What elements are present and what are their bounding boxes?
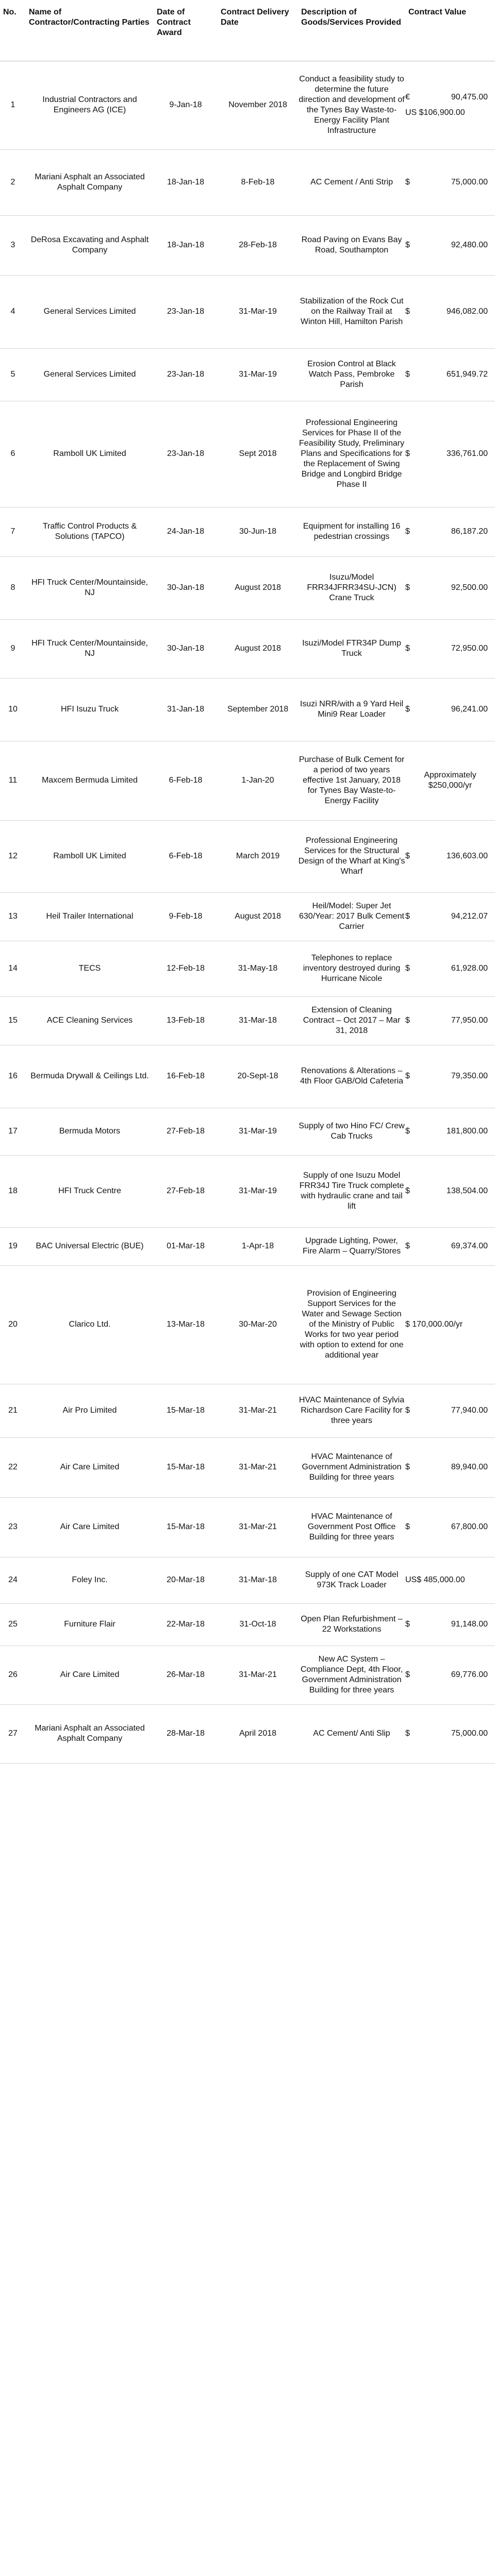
header-row [0,0,495,61]
delivery-date: 31-Mar-19 [218,348,298,401]
row-number: 4 [0,275,26,348]
contractor-name: Mariani Asphalt an Associated Asphalt Company [26,1704,154,1763]
contractor-name: Air Care Limited [26,1646,154,1704]
row-number: 12 [0,820,26,892]
contract-value [405,1227,495,1265]
delivery-date: 1-Jan-20 [218,741,298,820]
award-date: 24-Jan-18 [154,507,218,556]
contract-amount: 92,480.00 [451,241,488,249]
description: Upgrade Lighting, Power, Fire Alarm – Quarry/Stores [298,1227,405,1265]
contract-value [405,215,495,275]
currency-symbol: $ [405,370,410,379]
award-date: 13-Feb-18 [154,996,218,1045]
delivery-date: August 2018 [218,892,298,941]
row-number: 22 [0,1437,26,1497]
contract-amount: 96,241.00 [451,705,488,714]
contract-value-text: $ 170,000.00/yr [405,1320,463,1329]
table-row [0,741,495,820]
description: Conduct a feasibility study to determine the future direction and development of the Tynes Bay Waste-to-Energy Facility Plant Infrastructure [298,61,405,149]
contract-amount: 69,374.00 [451,1242,488,1250]
table-row [0,1265,495,1384]
table-row [0,1108,495,1155]
row-number: 5 [0,348,26,401]
award-date: 20-Mar-18 [154,1557,218,1603]
contract-amount: 79,350.00 [451,1072,488,1080]
contract-value [405,820,495,892]
contractor-name: Foley Inc. [26,1557,154,1603]
row-number: 21 [0,1384,26,1437]
description: Road Paving on Evans Bay Road, Southampton [298,215,405,275]
contract-amount: 336,761.00 [446,449,488,458]
description: AC Cement/ Anti Slip [298,1704,405,1763]
table-row [0,1045,495,1108]
contract-value [405,678,495,741]
delivery-date: August 2018 [218,556,298,619]
contractor-name: DeRosa Excavating and Asphalt Company [26,215,154,275]
currency-symbol: $ [405,912,410,921]
row-number: 8 [0,556,26,619]
contract-amount: 90,475.00 [451,93,488,101]
delivery-date: 31-Mar-19 [218,1108,298,1155]
table-row [0,149,495,215]
row-number: 13 [0,892,26,941]
contractor-name: Furniture Flair [26,1603,154,1646]
contract-amount: 92,500.00 [451,583,488,592]
contractor-name: Air Care Limited [26,1437,154,1497]
row-number: 3 [0,215,26,275]
award-date: 27-Feb-18 [154,1155,218,1227]
row-number: 9 [0,619,26,678]
contractor-name: Ramboll UK Limited [26,401,154,507]
contractor-name: Bermuda Drywall & Ceilings Ltd. [26,1045,154,1108]
description: Professional Engineering Services for Phase II of the Feasibility Study, Preliminary Plans and Specifications for the Replacement of Swing Bridge and Longbird Bridge Phase II [298,401,405,507]
contract-value [405,275,495,348]
currency-symbol: $ [405,527,410,536]
contractor-name: Clarico Ltd. [26,1265,154,1384]
currency-symbol: $ [405,178,410,187]
table-row [0,1646,495,1704]
description: Open Plan Refurbishment – 22 Workstations [298,1603,405,1646]
contract-value [405,1497,495,1557]
contract-amount: 91,148.00 [451,1620,488,1629]
table-row [0,1557,495,1603]
delivery-date: 31-Mar-18 [218,1557,298,1603]
currency-symbol: $ [405,1670,410,1679]
table-row [0,619,495,678]
description: Supply of one CAT Model 973K Track Loader [298,1557,405,1603]
row-number: 1 [0,61,26,149]
description: HVAC Maintenance of Sylvia Richardson Care Facility for three years [298,1384,405,1437]
contractor-name: Mariani Asphalt an Associated Asphalt Company [26,149,154,215]
contractor-name: Bermuda Motors [26,1108,154,1155]
description: AC Cement / Anti Strip [298,149,405,215]
table-row [0,1603,495,1646]
award-date: 15-Mar-18 [154,1437,218,1497]
contract-value [405,1646,495,1704]
delivery-date: 31-May-18 [218,941,298,996]
award-date: 22-Mar-18 [154,1603,218,1646]
contract-value [405,996,495,1045]
description: Isuzi/Model FTR34P Dump Truck [298,619,405,678]
contract-amount: 651,949.72 [446,370,488,379]
contract-amount: 75,000.00 [451,1729,488,1738]
delivery-date: 31-Mar-19 [218,275,298,348]
contract-value [405,892,495,941]
contract-value [405,1557,495,1603]
description: Professional Engineering Services for the Structural Design of the Wharf at King's Wharf [298,820,405,892]
contractor-name: Air Pro Limited [26,1384,154,1437]
award-date: 26-Mar-18 [154,1646,218,1704]
table-row [0,401,495,507]
contractor-name: HFI Truck Center/Mountainside, NJ [26,556,154,619]
description: HVAC Maintenance of Government Administration Building for three years [298,1437,405,1497]
delivery-date: September 2018 [218,678,298,741]
award-date: 9-Jan-18 [154,61,218,149]
currency-symbol: $ [405,644,410,653]
delivery-date: 20-Sept-18 [218,1045,298,1108]
award-date: 01-Mar-18 [154,1227,218,1265]
row-number: 24 [0,1557,26,1603]
delivery-date: November 2018 [218,61,298,149]
currency-symbol: $ [405,1406,410,1415]
row-number: 17 [0,1108,26,1155]
row-number: 26 [0,1646,26,1704]
header-number: No. [0,0,26,61]
header-contract-value: Contract Value [405,0,495,61]
delivery-date: 31-Mar-21 [218,1497,298,1557]
contract-value-text: Approximately $250,000/yr [424,771,476,790]
award-date: 18-Jan-18 [154,215,218,275]
description: Extension of Cleaning Contract – Oct 2017 – Mar 31, 2018 [298,996,405,1045]
table-row [0,1497,495,1557]
delivery-date: August 2018 [218,619,298,678]
contract-value [405,401,495,507]
contract-amount: 72,950.00 [451,644,488,653]
contract-amount: 86,187.20 [451,527,488,536]
row-number: 18 [0,1155,26,1227]
delivery-date: 31-Mar-21 [218,1646,298,1704]
contract-value [405,1045,495,1108]
currency-symbol: $ [405,1127,410,1136]
row-number: 16 [0,1045,26,1108]
award-date: 18-Jan-18 [154,149,218,215]
description: Purchase of Bulk Cement for a period of two years effective 1st January, 2018 for Tynes Bay Waste-to-Energy Facility [298,741,405,820]
contractor-name: Maxcem Bermuda Limited [26,741,154,820]
contract-value [405,1603,495,1646]
row-number: 6 [0,401,26,507]
contract-value [405,941,495,996]
table-row [0,1384,495,1437]
contract-value [405,1108,495,1155]
currency-symbol: $ [405,241,410,249]
award-date: 9-Feb-18 [154,892,218,941]
award-date: 13-Mar-18 [154,1265,218,1384]
contractor-name: Industrial Contractors and Engineers AG (ICE) [26,61,154,149]
contract-value [405,149,495,215]
description: Isuzi NRR/with a 9 Yard Heil Mini9 Rear Loader [298,678,405,741]
contract-value [405,1384,495,1437]
row-number: 7 [0,507,26,556]
award-date: 30-Jan-18 [154,556,218,619]
description: Erosion Control at Black Watch Pass, Pembroke Parish [298,348,405,401]
delivery-date: 30-Mar-20 [218,1265,298,1384]
description: Provision of Engineering Support Services for the Water and Sewage Section of the Ministry of Public Works for two year period with option to extend for one additional year [298,1265,405,1384]
contract-value [405,556,495,619]
award-date: 27-Feb-18 [154,1108,218,1155]
contract-amount: 136,603.00 [446,852,488,860]
award-date: 23-Jan-18 [154,401,218,507]
delivery-date: 8-Feb-18 [218,149,298,215]
table-row [0,348,495,401]
contractor-name: HFI Truck Centre [26,1155,154,1227]
contract-amount: 67,800.00 [451,1522,488,1531]
contract-value [405,1704,495,1763]
table-row [0,820,495,892]
contract-amount: 75,000.00 [451,178,488,187]
row-number: 2 [0,149,26,215]
currency-symbol: $ [405,583,410,592]
table-row [0,1227,495,1265]
award-date: 28-Mar-18 [154,1704,218,1763]
delivery-date: 30-Jun-18 [218,507,298,556]
currency-symbol: $ [405,1242,410,1250]
contractor-name: General Services Limited [26,348,154,401]
contractor-name: General Services Limited [26,275,154,348]
delivery-date: Sept 2018 [218,401,298,507]
contractor-name: Ramboll UK Limited [26,820,154,892]
contract-amount: 94,212.07 [451,912,488,921]
contract-amount: 61,928.00 [451,964,488,973]
award-date: 31-Jan-18 [154,678,218,741]
description: Supply of one Isuzu Model FRR34J Tire Truck complete with hydraulic crane and tail lift [298,1155,405,1227]
row-number: 27 [0,1704,26,1763]
award-date: 6-Feb-18 [154,820,218,892]
description: Isuzu/Model FRR34JFRR34SU-JCN) Crane Truck [298,556,405,619]
contract-amount: 946,082.00 [446,307,488,316]
currency-symbol: $ [405,1620,410,1629]
award-date: 23-Jan-18 [154,275,218,348]
description: Stabilization of the Rock Cut on the Railway Trail at Winton Hill, Hamilton Parish [298,275,405,348]
currency-symbol: $ [405,705,410,714]
contractor-name: Heil Trailer International [26,892,154,941]
contract-value [405,61,495,149]
contract-amount: 89,940.00 [451,1463,488,1471]
contractor-name: Air Care Limited [26,1497,154,1557]
currency-symbol: $ [405,1463,410,1471]
row-number: 10 [0,678,26,741]
table-row [0,215,495,275]
currency-symbol: $ [405,307,410,316]
row-number: 25 [0,1603,26,1646]
contractor-name: ACE Cleaning Services [26,996,154,1045]
award-date: 15-Mar-18 [154,1384,218,1437]
description: New AC System – Compliance Dept, 4th Floor, Government Administration Building for three years [298,1646,405,1704]
table-row [0,275,495,348]
currency-symbol: $ [405,1016,410,1025]
delivery-date: April 2018 [218,1704,298,1763]
contract-value-text: US$ 485,000.00 [405,1575,465,1584]
contractor-name: HFI Truck Center/Mountainside, NJ [26,619,154,678]
row-number: 15 [0,996,26,1045]
table-row [0,941,495,996]
contract-value [405,1265,495,1384]
header-description: Description of Goods/Services Provided [298,0,405,61]
table-row [0,678,495,741]
delivery-date: 31-Mar-21 [218,1384,298,1437]
contractor-name: TECS [26,941,154,996]
award-date: 16-Feb-18 [154,1045,218,1108]
contractor-name: HFI Isuzu Truck [26,678,154,741]
table-row [0,61,495,149]
delivery-date: 31-Mar-19 [218,1155,298,1227]
contract-amount: 181,800.00 [446,1127,488,1136]
table-row [0,556,495,619]
currency-symbol: $ [405,852,410,860]
currency-symbol: $ [405,449,410,458]
delivery-date: 1-Apr-18 [218,1227,298,1265]
currency-symbol: $ [405,1522,410,1531]
delivery-date: March 2019 [218,820,298,892]
award-date: 15-Mar-18 [154,1497,218,1557]
currency-symbol: $ [405,1072,410,1080]
contract-value [405,741,495,820]
table-row [0,507,495,556]
header-contractor-name: Name of Contractor/Contracting Parties [26,0,154,61]
delivery-date: 31-Mar-21 [218,1437,298,1497]
contract-amount-secondary: US $106,900.00 [405,108,465,117]
table-row [0,1155,495,1227]
contract-value [405,1155,495,1227]
header-date-award: Date of Contract Award [154,0,218,61]
contract-value [405,1437,495,1497]
table-row [0,1704,495,1763]
award-date: 23-Jan-18 [154,348,218,401]
contractor-name: BAC Universal Electric (BUE) [26,1227,154,1265]
award-date: 6-Feb-18 [154,741,218,820]
award-date: 12-Feb-18 [154,941,218,996]
description: Telephones to replace inventory destroyed during Hurricane Nicole [298,941,405,996]
row-number: 19 [0,1227,26,1265]
currency-symbol: $ [405,1729,410,1738]
header-delivery-date: Contract Delivery Date [218,0,298,61]
contract-amount: 77,940.00 [451,1406,488,1415]
currency-symbol: € [405,93,410,101]
description: Heil/Model: Super Jet 630/Year: 2017 Bulk Cement Carrier [298,892,405,941]
delivery-date: 31-Mar-18 [218,996,298,1045]
contract-value [405,507,495,556]
contractor-name: Traffic Control Products & Solutions (TAPCO) [26,507,154,556]
contract-amount: 138,504.00 [446,1187,488,1195]
description: Supply of two Hino FC/ Crew Cab Trucks [298,1108,405,1155]
row-number: 11 [0,741,26,820]
row-number: 23 [0,1497,26,1557]
contract-amount: 69,776.00 [451,1670,488,1679]
award-date: 30-Jan-18 [154,619,218,678]
table-row [0,1437,495,1497]
currency-symbol: $ [405,1187,410,1195]
delivery-date: 28-Feb-18 [218,215,298,275]
description: Renovations & Alterations – 4th Floor GAB/Old Cafeteria [298,1045,405,1108]
description: HVAC Maintenance of Government Post Office Building for three years [298,1497,405,1557]
description: Equipment for installing 16 pedestrian crossings [298,507,405,556]
contract-amount: 77,950.00 [451,1016,488,1025]
row-number: 20 [0,1265,26,1384]
table-row [0,996,495,1045]
delivery-date: 31-Oct-18 [218,1603,298,1646]
currency-symbol: $ [405,964,410,973]
contract-value [405,619,495,678]
row-number: 14 [0,941,26,996]
table-row [0,892,495,941]
contract-value [405,348,495,401]
